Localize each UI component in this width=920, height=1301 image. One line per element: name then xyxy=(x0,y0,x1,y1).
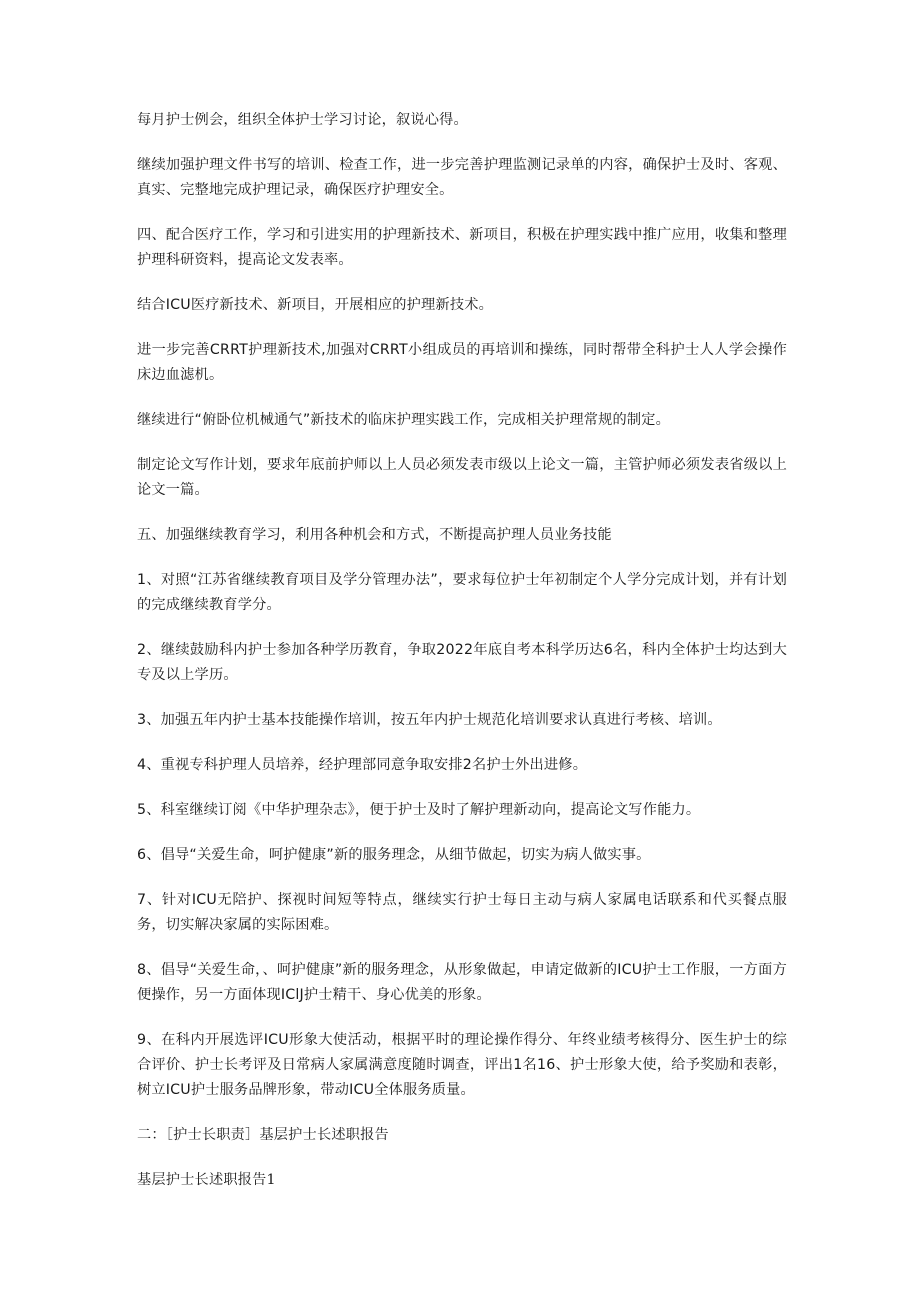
list-item: 1、对照“江苏省继续教育项目及学分管理办法”，要求每位护士年初制定个人学分完成计划，并有计划的完成继续教育学分。 xyxy=(137,572,787,613)
list-item: 3、加强五年内护士基本技能操作培训，按五年内护士规范化培训要求认真进行考核、培训。 xyxy=(137,712,722,728)
document-body xyxy=(137,108,787,1213)
paragraph: 继续进行“俯卧位机械通气”新技术的临床护理实践工作，完成相关护理常规的制定。 xyxy=(137,412,671,428)
list-item: 6、倡导“关爱生命，呵护健康”新的服务理念，从细节做起，切实为病人做实事。 xyxy=(137,847,651,863)
list-item: 8、倡导“关爱生命，、呵护健康”新的服务理念，从形象做起，申请定做新的ICU护士工作服，一方面方便操作，另一方面体现IClJ护士精干、身心优美的形象。 xyxy=(137,962,787,1003)
list-item: 5、科室继续订阅《中华护理杂志》，便于护士及时了解护理新动向，提高论文写作能力。 xyxy=(137,802,701,818)
section-heading: 四、配合医疗工作，学习和引进实用的护理新技术、新项目，积极在护理实践中推广应用，收集和整理护理科研资料，提高论文发表率。 xyxy=(137,227,787,268)
paragraph: 结合ICU医疗新技术、新项目，开展相应的护理新技术。 xyxy=(137,297,493,313)
list-item: 9、在科内开展选评ICU形象大使活动，根据平时的理论操作得分、年终业绩考核得分、医生护士的综合评价、护士长考评及日常病人家属满意度随时调查，评出1名16、护士形象大使，给予奖励和表彰，树立ICU护士服务品牌形象，带动ICU全体服务质量。 xyxy=(137,1032,787,1098)
list-item: 4、重视专科护理人员培养，经护理部同意争取安排2名护士外出进修。 xyxy=(137,757,588,773)
list-item: 7、针对ICU无陪护、探视时间短等特点，继续实行护士每日主动与病人家属电话联系和代买餐点服务，切实解决家属的实际困难。 xyxy=(137,892,787,933)
paragraph: 每月护士例会，组织全体护士学习讨论，叙说心得。 xyxy=(137,112,468,128)
paragraph: 制定论文写作计划，要求年底前护师以上人员必须发表市级以上论文一篇，主管护师必须发表省级以上论文一篇。 xyxy=(137,457,787,498)
list-item: 2、继续鼓励科内护士参加各种学历教育，争取2022年底自考本科学历达6名，科内全体护士均达到大专及以上学历。 xyxy=(137,642,787,683)
report-title: 基层护士长述职报告1 xyxy=(137,1172,276,1188)
paragraph: 继续加强护理文件书写的培训、检查工作，进一步完善护理监测记录单的内容，确保护士及时、客观、真实、完整地完成护理记录，确保医疗护理安全。 xyxy=(137,157,787,198)
section-heading: 五、加强继续教育学习，利用各种机会和方式，不断提高护理人员业务技能 xyxy=(137,527,612,543)
paragraph: 进一步完善CRRT护理新技术,加强对CRRT小组成员的再培训和操练，同时帮带全科护士人人学会操作床边血滤机。 xyxy=(137,342,787,383)
chapter-heading: 二：［护士长职责］基层护士长述职报告 xyxy=(137,1127,389,1143)
